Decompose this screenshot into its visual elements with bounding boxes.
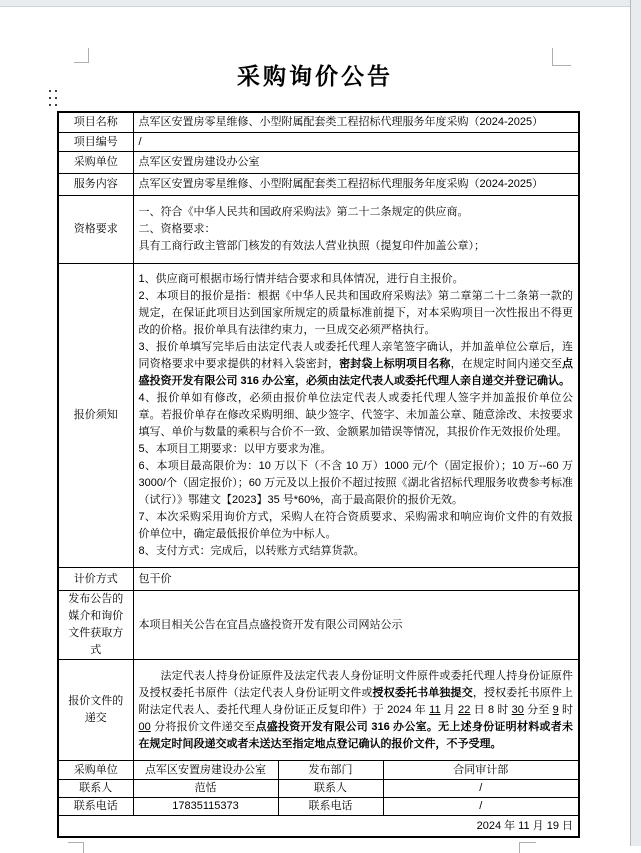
table-row	[58, 196, 579, 264]
cell-footer-phone-label-left: 联系电话	[58, 798, 133, 816]
cell-value-submission: 法定代表人持身份证原件及法定代表人身份证明文件原件或委托代理人持身份证原件及授权委托书原件（法定代表人身份证明文件或授权委托书单独提交，授权委托书原件上附法定代表人、委托代理人身份证正反复印件）于 2024 年 11 月 22 日 8 时 30 分至 9 时 00 分将报价文件递交至点盛投资开发有限公司 316 办公室。无上述身份证明材料或者未在规定时间段递交或者未送达至指定地点登记确认的报价文件，不予受理。	[133, 660, 579, 761]
table-row	[58, 264, 579, 568]
cell-footer-publish-dept-value: 合同审计部	[383, 761, 579, 780]
table-row	[58, 568, 579, 591]
table-row	[58, 133, 579, 152]
table-row	[58, 660, 579, 761]
table-row	[58, 174, 579, 196]
cell-value-project-number: /	[133, 133, 579, 152]
page-title: 采购询价公告	[237, 63, 393, 89]
cell-footer-phone-number: 17835115373	[133, 798, 278, 816]
cell-value-announcement-media: 本项目相关公告在宜昌点盛投资开发有限公司网站公示	[133, 591, 579, 660]
cell-footer-contact-value-right: /	[383, 780, 579, 798]
cell-label-qualification: 资格要求	[58, 196, 133, 264]
margin-crop-mark-bottom-right	[519, 842, 536, 853]
cell-footer-contact-label-left: 联系人	[58, 780, 133, 798]
cell-label-project-name: 项目名称	[58, 112, 133, 133]
table-row	[58, 591, 579, 660]
cell-footer-purchasing-unit-value: 点军区安置房建设办公室	[133, 761, 278, 780]
cell-label-service-content: 服务内容	[58, 174, 133, 196]
page-right-edge	[630, 0, 641, 846]
cell-label-pricing-method: 计价方式	[58, 568, 133, 591]
table-row	[58, 780, 579, 798]
cell-value-purchasing-unit: 点军区安置房建设办公室	[133, 152, 579, 174]
cell-label-quotation-notes: 报价须知	[58, 264, 133, 568]
cell-footer-contact-label-right: 联系人	[278, 780, 383, 798]
cell-value-quotation-notes: 1、供应商可根据市场行情并结合要求和具体情况，进行自主报价。 2、本项目的报价是指：根据《中华人民共和国政府采购法》第二章第二十二条第一款的规定，在保证此项目达到国家所规定的质量标准前提下，对本采购项目一次性报出不得更改的价格。报价单具有法律约束力，一旦成交必须严格执行。 3、报价单填写完毕后由法定代表人或委托代理人亲笔签字确认，并加盖单位公章后，连同资格要求中要求提供的材料入袋密封，密封袋上标明项目名称，在规定时间内递交至点盛投资开发有限公司 316 办公室，必须由法定代表人或委托代理人亲自递交并登记确认。 4、报价单如有修改，必须由报价单位法定代表人或委托代理人签字并加盖报价单位公章。若报价单存在修改采购明细、缺少签字、代签字、未加盖公章、随意涂改、未按要求填写、单价与数量的乘积与合价不一致、金额累加错误等情况，其报价作无效报价处理。 5、本项目工期要求：以甲方要求为准。 6、本项目最高限价为：10 万以下（不含 10 万）1000 元/个（固定报价）；10 万--60 万 3000/个（固定报价）；60 万元及以上报价不超过按照《湖北省招标代理服务收费参考标准（试行）》鄂建文【2023】35 号*60%，高于最高限价的报价无效。 7、本次采购采用询价方式，采购人在符合资质要求、采购需求和响应询价文件的有效报价单位中，确定最低报价单位为中标人。 8、支付方式：完成后，以转账方式结算货款。	[133, 264, 579, 568]
cell-footer-phone-value-right: /	[383, 798, 579, 816]
cell-label-project-number: 项目编号	[58, 133, 133, 152]
cell-value-project-name: 点军区安置房零星维修、小型附属配套类工程招标代理服务年度采购（2024-2025）	[133, 112, 579, 133]
announcement-table	[57, 111, 580, 838]
table-row	[58, 798, 579, 816]
table-row	[58, 152, 579, 174]
table-row	[58, 816, 579, 838]
cell-value-qualification: 一、符合《中华人民共和国政府采购法》第二十二条规定的供应商。 二、资格要求： 具有工商行政主管部门核发的有效法人营业执照（提复印件加盖公章）；	[133, 196, 579, 264]
margin-crop-mark-bottom-left	[68, 842, 84, 853]
cell-label-purchasing-unit: 采购单位	[58, 152, 133, 174]
paragraph-marker-dots	[49, 90, 57, 106]
cell-footer-contact-name: 范恬	[133, 780, 278, 798]
cell-label-announcement-media: 发布公告的媒介和询价文件获取方式	[58, 591, 133, 660]
window-top-edge	[0, 0, 641, 7]
announcement-date: 2024 年 11 月 19 日	[58, 816, 579, 838]
cell-footer-publish-dept-label: 发布部门	[278, 761, 383, 780]
cell-value-service-content: 点军区安置房零星维修、小型附属配套类工程招标代理服务年度采购（2024-2025）	[133, 174, 579, 196]
table-row	[58, 112, 579, 133]
cell-footer-phone-label-right: 联系电话	[278, 798, 383, 816]
cell-value-pricing-method: 包干价	[133, 568, 579, 591]
cell-label-submission: 报价文件的递交	[58, 660, 133, 761]
cell-footer-purchasing-unit-label: 采购单位	[58, 761, 133, 780]
table-row	[58, 761, 579, 780]
